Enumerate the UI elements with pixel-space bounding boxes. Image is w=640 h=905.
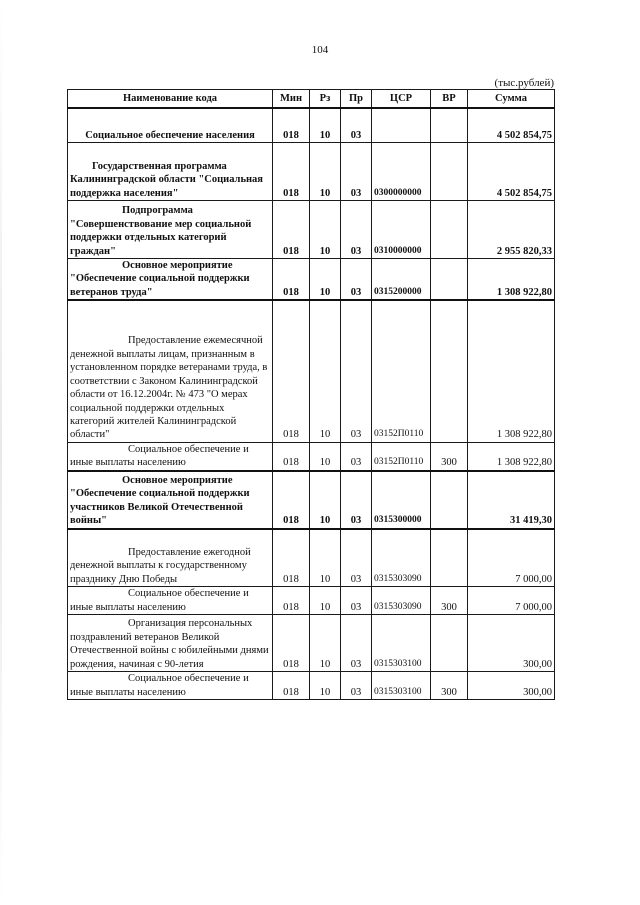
row-rz: 10 <box>310 615 341 672</box>
row-min: 018 <box>273 201 310 259</box>
header-sum: Сумма <box>468 90 555 108</box>
row-csr: 0310000000 <box>372 201 431 259</box>
row-csr: 03152П0110 <box>372 442 431 470</box>
row-sum: 4 502 854,75 <box>468 108 555 143</box>
table-row <box>68 143 555 201</box>
row-name: Основное мероприятие "Обеспечение социальной поддержки участников Великой Отечественной войны" <box>68 471 273 529</box>
row-pr: 03 <box>341 259 372 301</box>
row-vr: 300 <box>431 442 468 470</box>
row-vr: 300 <box>431 587 468 615</box>
row-vr <box>431 143 468 201</box>
row-name: Подпрограмма "Совершенствование мер социальной поддержки отдельных категорий граждан" <box>68 201 273 259</box>
table-row <box>68 615 555 672</box>
page-number: 104 <box>311 44 329 56</box>
row-rz: 10 <box>310 442 341 470</box>
row-csr: 0315200000 <box>372 259 431 301</box>
row-rz: 10 <box>310 108 341 143</box>
header-min: Мин <box>273 90 310 108</box>
row-vr <box>431 201 468 259</box>
table-header-row <box>68 90 555 108</box>
units-label: (тыс.рублей) <box>494 77 554 89</box>
row-pr: 03 <box>341 672 372 700</box>
row-pr: 03 <box>341 143 372 201</box>
row-min: 018 <box>273 143 310 201</box>
row-rz: 10 <box>310 529 341 587</box>
row-csr <box>372 108 431 143</box>
budget-table <box>67 89 555 700</box>
row-pr: 03 <box>341 529 372 587</box>
table-row <box>68 201 555 259</box>
row-vr <box>431 300 468 442</box>
row-name: Предоставление ежемесячной денежной выплаты лицам, признанным в установленном порядке ветеранами труда, в соответствии с Законом Калининградской области от 16.12.2004г. № 473 "О мерах социальной поддержки отдельных категорий жителей Калининградской области" <box>68 300 273 442</box>
row-sum: 300,00 <box>468 672 555 700</box>
row-csr: 0315300000 <box>372 471 431 529</box>
row-vr <box>431 259 468 301</box>
table-row <box>68 442 555 470</box>
table-row <box>68 529 555 587</box>
row-pr: 03 <box>341 300 372 442</box>
row-min: 018 <box>273 259 310 301</box>
row-vr <box>431 108 468 143</box>
row-pr: 03 <box>341 471 372 529</box>
row-sum: 1 308 922,80 <box>468 259 555 301</box>
row-sum: 1 308 922,80 <box>468 300 555 442</box>
row-sum: 4 502 854,75 <box>468 143 555 201</box>
row-vr <box>431 529 468 587</box>
header-rz: Рз <box>310 90 341 108</box>
row-name: Государственная программа Калининградской области "Социальная поддержка населения" <box>68 143 273 201</box>
table-row <box>68 672 555 700</box>
row-csr: 0300000000 <box>372 143 431 201</box>
table-row <box>68 300 555 442</box>
row-csr: 0315303090 <box>372 587 431 615</box>
row-csr: 0315303090 <box>372 529 431 587</box>
table-row <box>68 587 555 615</box>
row-sum: 31 419,30 <box>468 471 555 529</box>
header-vr: ВР <box>431 90 468 108</box>
row-pr: 03 <box>341 587 372 615</box>
row-csr: 03152П0110 <box>372 300 431 442</box>
row-min: 018 <box>273 471 310 529</box>
scan-edge <box>0 0 2 905</box>
row-sum: 7 000,00 <box>468 587 555 615</box>
row-vr: 300 <box>431 672 468 700</box>
row-min: 018 <box>273 442 310 470</box>
row-sum: 2 955 820,33 <box>468 201 555 259</box>
row-vr <box>431 471 468 529</box>
table-row <box>68 108 555 143</box>
row-rz: 10 <box>310 300 341 442</box>
header-pr: Пр <box>341 90 372 108</box>
row-name: Основное мероприятие "Обеспечение социальной поддержки ветеранов труда" <box>68 259 273 301</box>
row-rz: 10 <box>310 143 341 201</box>
row-csr: 0315303100 <box>372 615 431 672</box>
row-name: Предоставление ежегодной денежной выплаты к государственному празднику Дню Победы <box>68 529 273 587</box>
row-min: 018 <box>273 615 310 672</box>
row-rz: 10 <box>310 471 341 529</box>
row-pr: 03 <box>341 442 372 470</box>
row-name: Социальное обеспечение и иные выплаты населению <box>68 587 273 615</box>
row-pr: 03 <box>341 201 372 259</box>
row-rz: 10 <box>310 201 341 259</box>
row-rz: 10 <box>310 672 341 700</box>
row-sum: 1 308 922,80 <box>468 442 555 470</box>
row-name: Социальное обеспечение населения <box>68 108 273 143</box>
row-name: Социальное обеспечение и иные выплаты населению <box>68 672 273 700</box>
row-name: Организация персональных поздравлений ветеранов Великой Отечественной войны с юбилейными днями рождения, начиная с 90-летия <box>68 615 273 672</box>
row-vr <box>431 615 468 672</box>
row-min: 018 <box>273 672 310 700</box>
row-pr: 03 <box>341 615 372 672</box>
table-row <box>68 259 555 301</box>
header-name: Наименование кода <box>68 90 273 108</box>
row-min: 018 <box>273 587 310 615</box>
row-min: 018 <box>273 529 310 587</box>
row-min: 018 <box>273 300 310 442</box>
row-rz: 10 <box>310 587 341 615</box>
table-row <box>68 471 555 529</box>
header-csr: ЦСР <box>372 90 431 108</box>
row-rz: 10 <box>310 259 341 301</box>
row-pr: 03 <box>341 108 372 143</box>
row-min: 018 <box>273 108 310 143</box>
row-csr: 0315303100 <box>372 672 431 700</box>
row-sum: 7 000,00 <box>468 529 555 587</box>
row-sum: 300,00 <box>468 615 555 672</box>
row-name: Социальное обеспечение и иные выплаты населению <box>68 442 273 470</box>
